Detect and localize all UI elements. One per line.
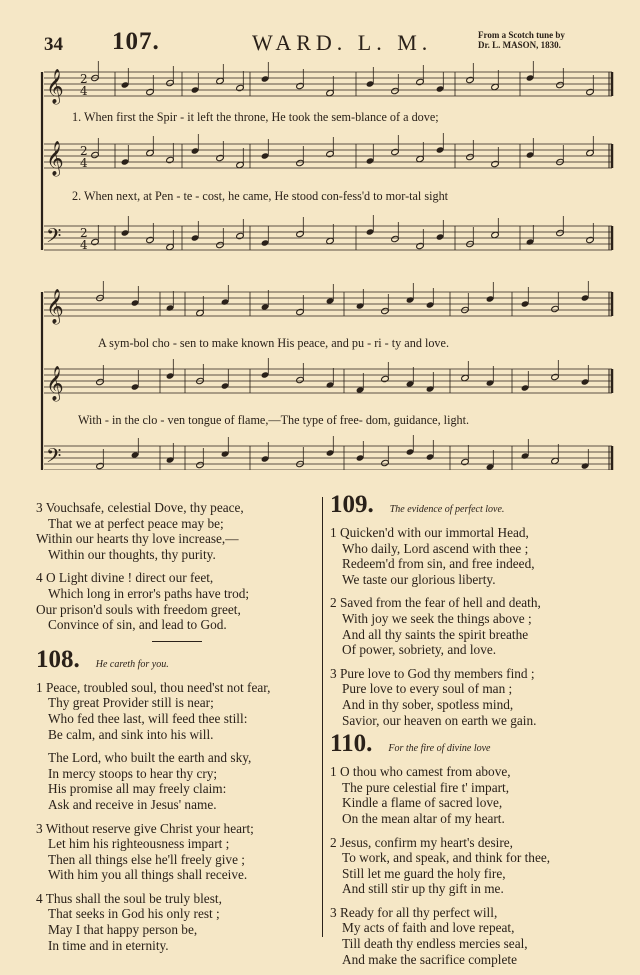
verse-line: Of power, sobriety, and love.	[342, 642, 497, 658]
clef-glyph: 4	[80, 238, 88, 252]
clef-glyph: 4	[80, 156, 88, 170]
hymn110-number: 110.	[330, 730, 373, 758]
clef-glyph: 2	[80, 144, 88, 158]
verse-line: 3 Vouchsafe, celestial Dove, thy peace,	[36, 500, 244, 515]
verse-line: And make the sacrifice complete	[342, 951, 517, 967]
verse-line: 2 Jesus, confirm my heart's desire,	[330, 834, 513, 850]
hymn110-subtitle: For the fire of divine love	[388, 743, 491, 755]
verse-line: And in thy sober, spotless mind,	[342, 696, 514, 712]
verse-line: We taste our glorious liberty.	[342, 571, 496, 587]
hymn109-stanza-1	[330, 525, 630, 587]
verse-line: His promise all may freely claim:	[48, 781, 227, 797]
hymn108-stanza-1	[36, 680, 318, 742]
verse-line: Kindle a flame of sacred love,	[342, 795, 503, 811]
verse-line: And all thy saints the spirit breathe	[342, 626, 529, 642]
verse-line: My acts of faith and love repeat,	[342, 920, 515, 936]
verse-line: Be calm, and sink into his will.	[48, 726, 214, 742]
verse-line: Within our thoughts, thy purity.	[48, 546, 216, 562]
hymn108-stanza-4	[36, 891, 318, 953]
hymn108-subtitle: He careth for you.	[95, 658, 169, 670]
hymn110-heading	[330, 730, 630, 762]
verse-line: Within our hearts thy love increase,—	[36, 531, 239, 547]
hymn109-subtitle: The evidence of perfect love.	[389, 504, 505, 515]
verse-line: Till death thy endless mercies seal,	[342, 936, 528, 952]
verse-line: That we at perfect peace may be;	[48, 515, 224, 531]
music-score	[0, 0, 640, 470]
attribution-line-1: From a Scotch tune by	[478, 30, 565, 40]
verse-line: 2 Saved from the fear of hell and death,	[330, 595, 541, 611]
verse-line: Who daily, Lord ascend with thee ;	[342, 540, 529, 556]
verse-line: On the mean altar of my heart.	[342, 810, 505, 826]
verse-line: Thy great Provider still is near;	[48, 695, 214, 711]
hymn109-stanza-3	[330, 666, 630, 728]
verse-line: Savior, our heaven on earth we gain.	[342, 712, 537, 728]
verse-line: In time and in eternity.	[48, 937, 169, 953]
hymn108-stanza-2	[36, 750, 318, 812]
hymn108-stanza-3	[36, 821, 318, 883]
verse-line: Let him his righteousness impart ;	[48, 836, 230, 852]
clef-glyph: 4	[80, 84, 88, 98]
tune-title: WARD. L. M.	[252, 30, 433, 55]
hymn109-stanza-2	[330, 595, 630, 657]
clef-glyph: 𝄞	[46, 289, 64, 324]
hymn110-stanza-1	[330, 764, 630, 826]
verse-line: Pure love to every soul of man ;	[342, 681, 513, 697]
right-column	[330, 491, 630, 975]
verse-line: Then all things else he'll freely give ;	[48, 851, 245, 867]
page-number: 34	[44, 34, 63, 55]
verse-line: 1 O thou who camest from above,	[330, 764, 511, 780]
hymn110-stanza-3	[330, 905, 630, 967]
verse-line: 3 Pure love to God thy members find ;	[330, 665, 535, 681]
verse-line: 1 Quicken'd with our immortal Head,	[330, 525, 529, 540]
verse-line: 4 Thus shall the soul be truly blest,	[36, 890, 222, 906]
verse-line: Still let me guard the holy fire,	[342, 865, 506, 881]
hymn109-heading	[330, 491, 630, 523]
section-rule	[152, 641, 202, 642]
clef-glyph: 𝄞	[46, 69, 64, 104]
verse-line: That seeks in God his only rest ;	[48, 906, 220, 922]
verse-line: To work, and speak, and think for thee,	[342, 850, 551, 866]
verse-line: Convince of sin, and lead to God.	[48, 617, 227, 633]
verse-line: 1 Peace, troubled soul, thou need'st not fear,	[36, 679, 271, 695]
hymn110-stanza-2	[330, 835, 630, 897]
clef-glyph: 𝄢	[46, 444, 62, 470]
hymn107-stanza-3	[36, 500, 318, 562]
verse-line: May I that happy person be,	[48, 922, 198, 938]
verse-line: With him you all things shall receive.	[48, 867, 248, 883]
verse-line: Our prison'd souls with freedom greet,	[36, 601, 241, 617]
hymn107-stanza-4	[36, 570, 318, 632]
verse-line: 3 Without reserve give Christ your heart;	[36, 820, 254, 836]
column-divider	[322, 497, 323, 937]
system1-lyric-verse1: 1. When first the Spir - it left the throne, He took the sem-blance of a dove;	[72, 110, 439, 124]
system2-lyric-verse1: A sym-bol cho - sen to make known His peace, and pu - ri - ty and love.	[98, 336, 449, 350]
verse-line: The Lord, who built the earth and sky,	[48, 750, 252, 766]
hymn108-number: 108.	[36, 645, 80, 673]
verse-line: Ask and receive in Jesus' name.	[48, 796, 217, 812]
attribution-line-2: Dr. L. MASON, 1830.	[478, 40, 561, 50]
clef-glyph: 𝄞	[46, 141, 64, 176]
verse-line: 4 O Light divine ! direct our feet,	[36, 570, 214, 586]
verse-line: Redeem'd from sin, and free indeed,	[342, 556, 535, 572]
left-column	[36, 500, 318, 961]
clef-glyph: 2	[80, 226, 88, 240]
verse-line: 3 Ready for all thy perfect will,	[330, 904, 498, 920]
verse-line: Who fed thee last, will feed thee still:	[48, 710, 248, 726]
system2-lyric-verse2: With - in the clo - ven tongue of flame,—The type of free- dom, guidance, light.	[78, 413, 470, 427]
verse-line: And still stir up thy gift in me.	[342, 881, 504, 897]
verse-line: With joy we seek the things above ;	[342, 610, 532, 626]
hymn-number: 107.	[112, 28, 160, 55]
clef-glyph: 2	[80, 72, 88, 86]
hymn108-heading	[36, 645, 318, 678]
clef-glyph: 𝄢	[46, 224, 62, 252]
clef-glyph: 𝄞	[46, 366, 64, 401]
verse-line: In mercy stoops to hear thy cry;	[48, 765, 218, 781]
hymn109-number: 109.	[330, 491, 374, 518]
verse-line: The pure celestial fire t' impart,	[342, 779, 510, 795]
system1-lyric-verse2: 2. When next, at Pen - te - cost, he came, He stood con-fess'd to mor-tal sight	[72, 189, 449, 203]
verse-line: Which long in error's paths have trod;	[48, 585, 250, 601]
